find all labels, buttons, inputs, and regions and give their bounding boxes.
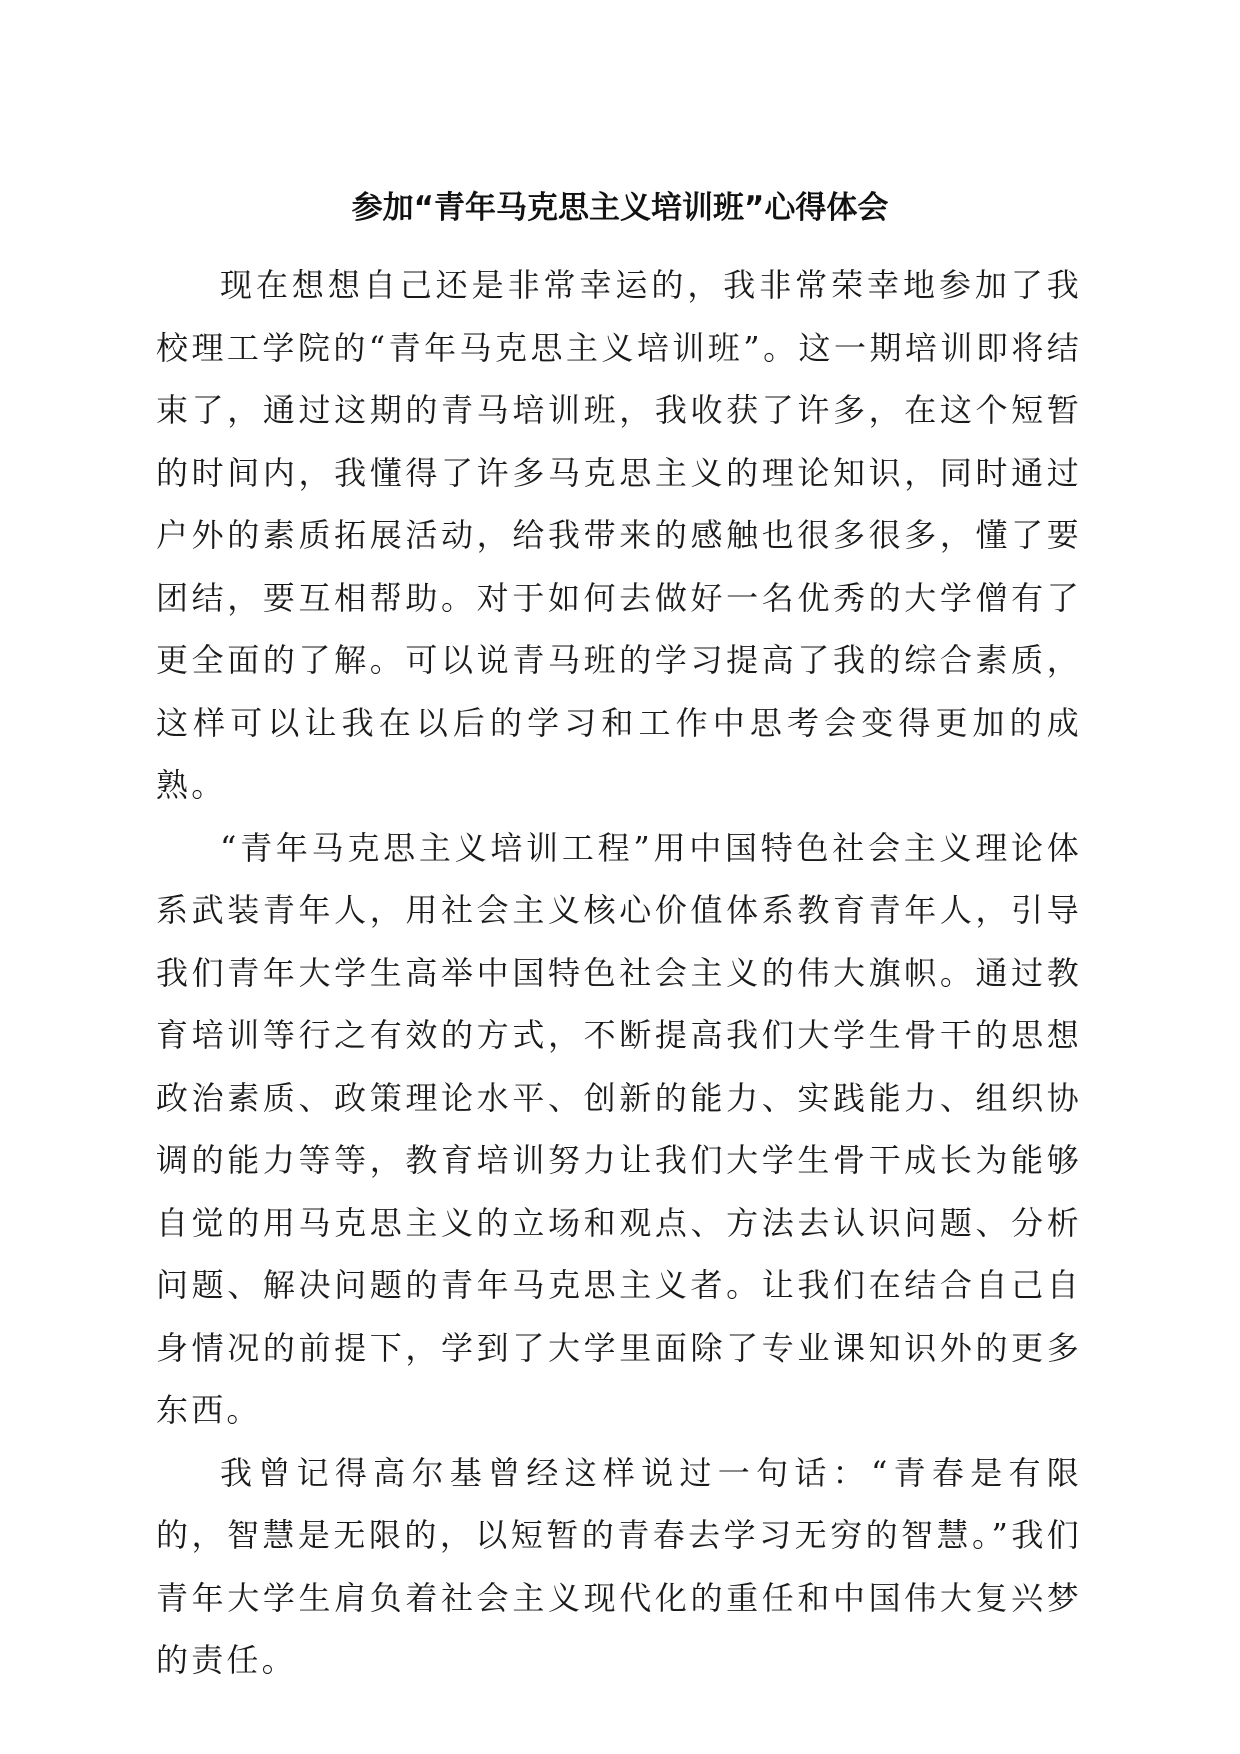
paragraph: “青年马克思主义培训工程”用中国特色社会主义理论体系武装青年人，用社会主义核心价值体系教育青年人，引导我们青年大学生高举中国特色社会主义的伟大旗帜。通过教育培训等行之有效的方式，不断提高我们大学生骨干的思想政治素质、政策理论水平、创新的能力、实践能力、组织协调的能力等等，教育培训努力让我们大学生骨干成长为能够自觉的用马克思主义的立场和观点、方法去认识问题、分析问题、解决问题的青年马克思主义者。让我们在结合自己自身情况的前提下，学到了大学里面除了专业课知识外的更多东西。 xyxy=(156,828,1082,1429)
document-body xyxy=(156,254,1082,1692)
paragraph: 我曾记得高尔基曾经这样说过一句话：“青春是有限的，智慧是无限的，以短暂的青春去学习无穷的智慧。”我们青年大学生肩负着社会主义现代化的重任和中国伟大复兴梦的责任。 xyxy=(156,1453,1082,1679)
paragraph: 现在想想自己还是非常幸运的，我非常荣幸地参加了我校理工学院的“青年马克思主义培训班”。这一期培训即将结束了，通过这期的青马培训班，我收获了许多，在这个短暂的时间内，我懂得了许多马克思主义的理论知识，同时通过户外的素质拓展活动，给我带来的感触也很多很多，懂了要团结，要互相帮助。对于如何去做好一名优秀的大学僧有了更全面的了解。可以说青马班的学习提高了我的综合素质，这样可以让我在以后的学习和工作中思考会变得更加的成熟。 xyxy=(156,266,1082,804)
document-title: 参加“青年马克思主义培训班”心得体会 xyxy=(351,190,889,226)
